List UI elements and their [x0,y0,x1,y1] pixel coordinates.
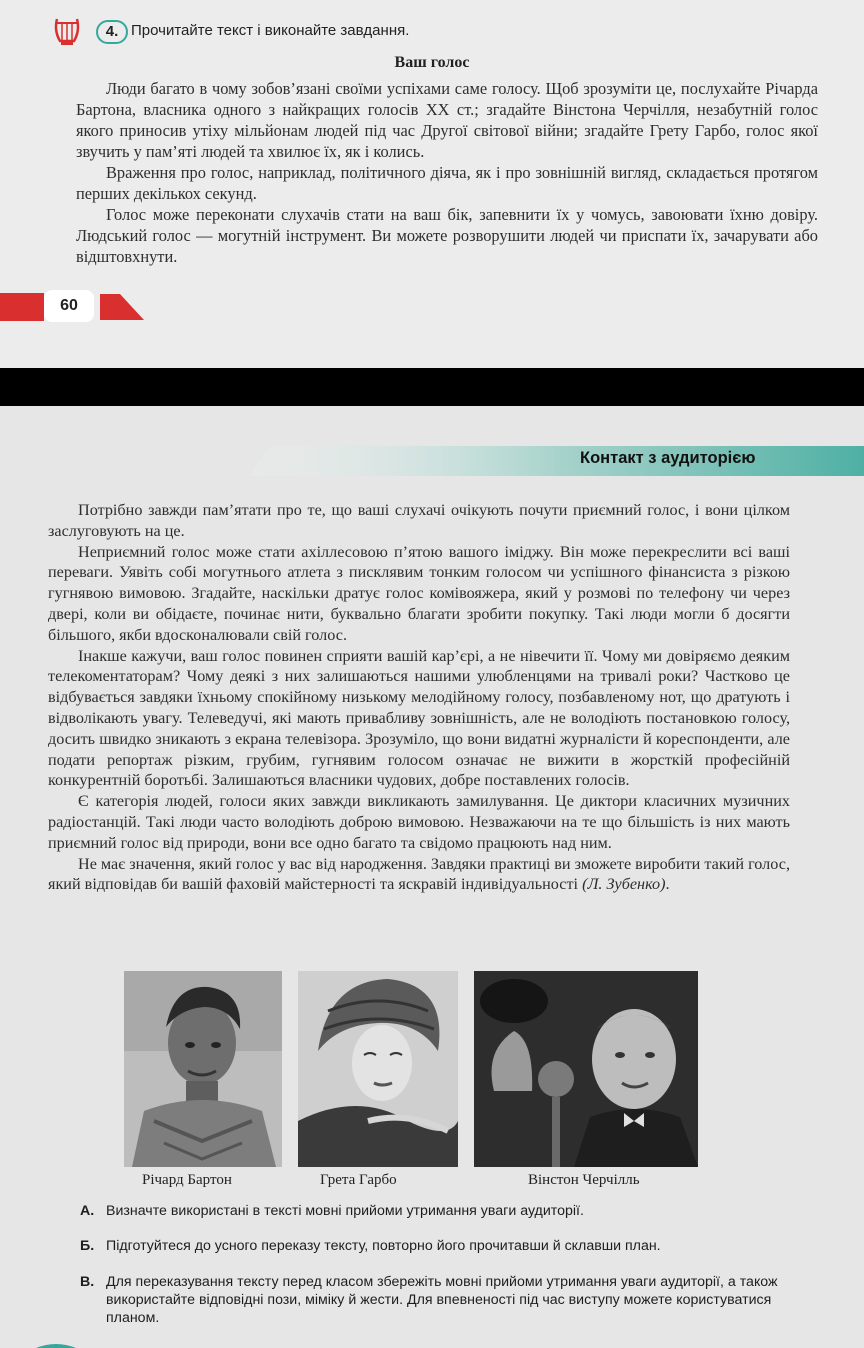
task-c [80,1273,784,1327]
task-text: Визначте використані в тексті мовні прийоми утримання уваги аудиторії. [106,1203,584,1219]
text-title: Ваш голос [394,54,470,71]
photo-greta-garbo [298,971,458,1167]
photo-winston-churchill [474,971,698,1167]
paragraph: Потрібно завжди пам’ятати про те, що ваші слухачі очікують почути приємний голос, і вони цілком заслуговують на це. [48,501,790,540]
paragraph: Враження про голос, наприклад, політичного діяча, як і про зовнішній вигляд, складається протягом перших декількох секунд. [76,163,818,203]
paragraph: Є категорія людей, голоси яких завжди викликають замилування. Це диктори класичних музичних радіостанцій. Такі люди часто володіють доброю вимовою. Незважаючи на те що більшість із них мають приємний голос від природи, вони все одно багато та свідомо працюють над ним. [48,792,790,852]
task-text: Для переказування тексту перед класом збережіть мовні прийоми утримання уваги аудиторії, а також використайте відповідні пози, міміку й жести. Для впевненості під час виступу можете користуватися планом. [106,1274,778,1326]
paragraph: Неприємний голос може стати ахіллесовою п’ятою вашого іміджу. Він може перекреслити всі ваші переваги. Уявіть собі могутнього атлета з писклявим тонким голосом чи успішного фінансиста з різкою гугнявою вимовою. Згадайте, наскільки дратує голос комівояжера, який у розмові по телефону чи через двері, коли ви обідаєте, починає нити, буквально благати зробити покупку. Такі люди могли б досягти більшого, якби вдосконалювали свій голос. [48,542,790,644]
text-body-1 [76,78,818,267]
paragraph: Голос може переконати слухачів стати на ваш бік, запевнити їх у чомусь, завоювати їхню довіру. Людський голос — могутній інструмент. Ви можете розворушити людей чи приспати їх, зачарувати або відштовхнути. [76,205,818,266]
section-banner [250,446,864,476]
page-number-bar [0,293,44,321]
paragraph-text: Не має значення, який голос у вас від народження. Завдяки практиці ви зможете виробити такий голос, який відповідав би вашій фаховій майстерності та яскравій індивідуальності [48,854,790,894]
exercise-instruction: Прочитайте текст і виконайте завдання. [131,22,410,39]
task-letter: А. [80,1203,95,1219]
page-arrow-icon [100,294,144,324]
source-end: . [665,875,670,894]
photo-caption: Річард Бартон [142,1172,232,1188]
task-b [80,1237,661,1255]
exercise-number: 4. [96,20,128,44]
paragraph-last [48,854,790,896]
page-bottom [0,406,864,1348]
task-a [80,1202,584,1220]
paragraph: Інакше кажучи, ваш голос повинен сприяти вашій кар’єрі, а не нівечити її. Чому ми довіряємо деяким телекоментаторам? Чому деякі з них залишаються нашими улюбленцями на тривалі роки? Частково це відбувається завдяки їхньому спокійному низькому мелодійному голосу, позбавленому нот, що дратують і відволікають увагу. Телеведучі, які мають привабливу зовнішність, але не володіють постановкою голосу, досить швидко зникають з екрана телевізора. Зрозуміло, що вони видатні журналісти й кореспонденти, але подати репортаж різким, грубим, гугнявим голосом означає не вижити в жорсткій професійній конкурентній боротьбі. Залишаються власники чудових, добре поставлених голосів. [48,646,790,790]
task-letter: Б. [80,1238,95,1254]
page-number: 60 [44,290,94,322]
photo-caption: Грета Гарбо [320,1172,397,1188]
lyre-icon [52,15,82,47]
text-body-2 [48,500,790,895]
paragraph: Люди багато в чому зобов’язані своїми успіхами саме голосу. Щоб зрозуміти це, послухайте Річарда Бартона, власника одного з найкращих голосів ХХ ст.; згадайте Вінстона Черчілля, незабутній голос якого приносив утіху мільйонам людей під час Другої світової війни; згадайте Грету Гарбо, голос якої звучить у пам’яті людей та хвилює їх, як і колись. [76,79,818,161]
page-top [0,0,864,368]
task-letter: В. [80,1274,95,1290]
page-separator [0,368,864,406]
bottom-decoration [36,1342,76,1348]
photo-caption: Вінстон Черчілль [528,1172,640,1188]
section-title: Контакт з аудиторією [580,449,756,467]
photo-richard-burton [124,971,282,1167]
task-text: Підготуйтеся до усного переказу тексту, повторно його прочитавши й склавши план. [106,1238,661,1254]
source-author: (Л. Зубенко) [582,875,666,894]
